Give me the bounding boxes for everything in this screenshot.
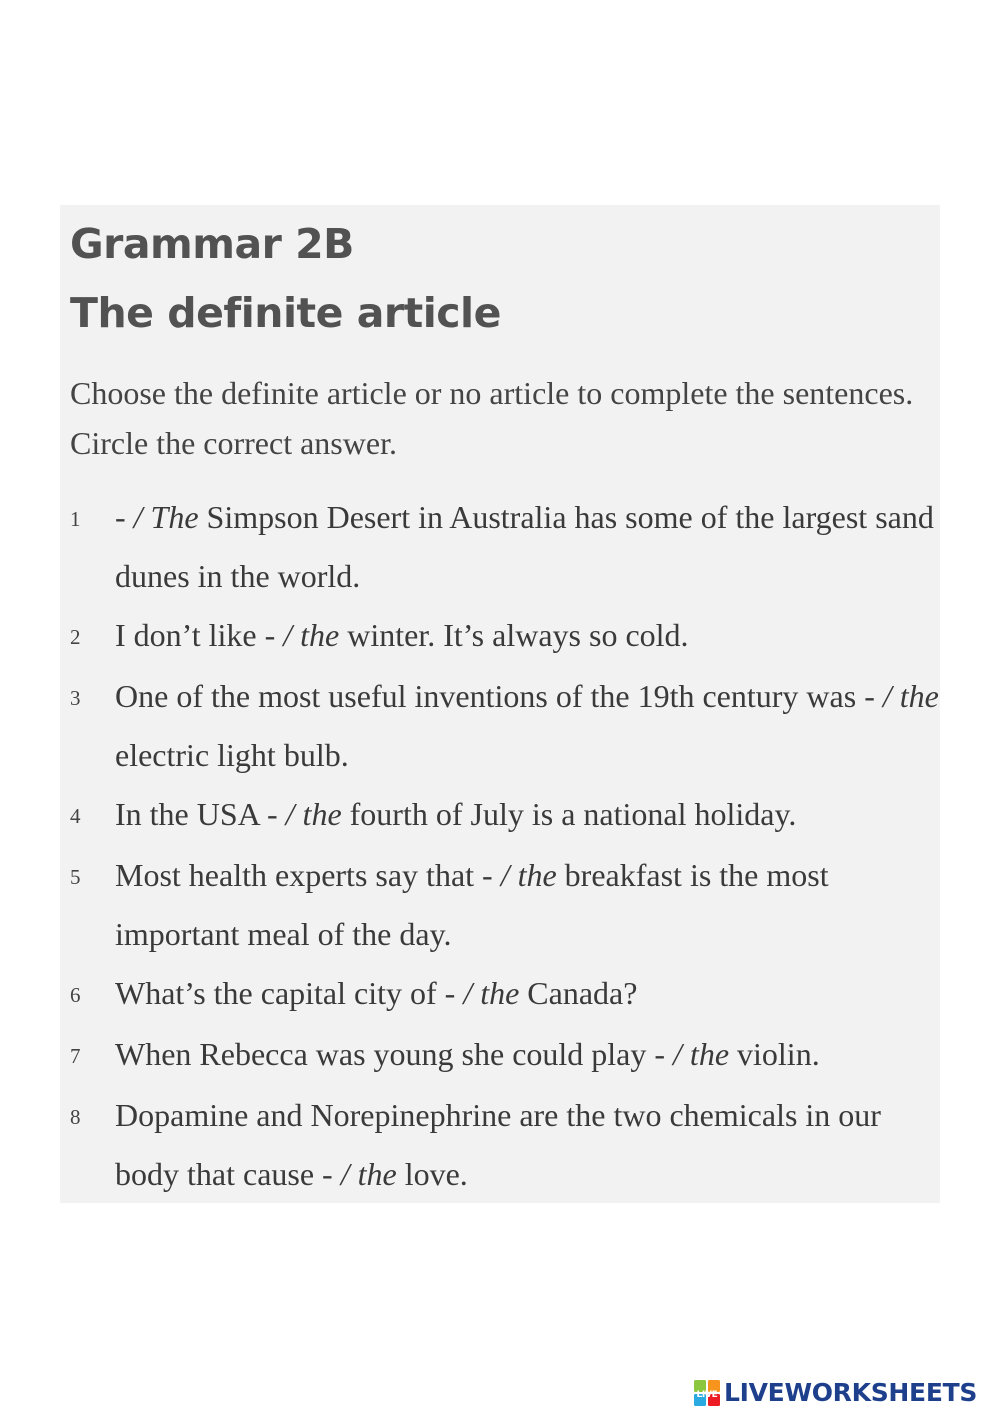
item-number: 1 — [70, 507, 81, 531]
item-text-after: love. — [396, 1156, 468, 1192]
item-text — [115, 1086, 940, 1204]
item-text-before: When Rebecca was young she could play — [115, 1036, 655, 1072]
logo-mark-text: LIVE — [696, 1389, 718, 1400]
item-text-before: I don’t like — [115, 617, 265, 653]
item-number: 3 — [70, 686, 81, 710]
item-text — [115, 846, 940, 964]
answer-options[interactable]: - / the — [444, 975, 520, 1011]
answer-options[interactable]: - / the — [267, 796, 342, 832]
answer-options[interactable]: - / the — [264, 617, 340, 653]
worksheet-subtitle: The definite article — [70, 289, 501, 337]
answer-options[interactable]: - / the — [864, 678, 939, 714]
item-text-before: One of the most useful inventions of the 19th century was — [115, 678, 865, 714]
answer-options[interactable]: - / the — [654, 1036, 730, 1072]
item-number: 2 — [70, 625, 81, 649]
item-text-after: winter. It’s always so cold. — [339, 617, 689, 653]
worksheet-title: Grammar 2B — [70, 220, 354, 268]
logo-text: LIVEWORKSHEETS — [724, 1378, 978, 1407]
exercise-item — [70, 785, 940, 846]
item-text-after: fourth of July is a national holiday. — [341, 796, 797, 832]
answer-options[interactable]: - / the — [322, 1156, 397, 1192]
item-text — [115, 964, 940, 1025]
exercise-list — [70, 488, 940, 1204]
instructions: Choose the definite article or no article to complete the sentences. Circle the correct answer. — [70, 375, 914, 461]
item-text-after: electric light bulb. — [115, 737, 349, 773]
item-text — [115, 488, 940, 606]
item-number: 5 — [70, 865, 81, 889]
answer-options[interactable]: - / The — [115, 499, 199, 535]
item-text — [115, 667, 940, 785]
item-text-after: Canada? — [519, 975, 638, 1011]
item-text-after: violin. — [729, 1036, 820, 1072]
exercise-item — [70, 846, 940, 964]
item-number: 8 — [70, 1105, 81, 1129]
item-text-after: breakfast is the most important meal of the day. — [115, 857, 829, 952]
item-text-before: Dopamine and Norepinephrine are the two chemicals in our body that cause — [115, 1097, 881, 1192]
exercise-item — [70, 964, 940, 1025]
answer-options[interactable]: - / the — [482, 857, 557, 893]
liveworksheets-logo[interactable] — [694, 1378, 977, 1407]
item-text-before: Most health experts say that — [115, 857, 483, 893]
liveworksheets-logo-icon — [694, 1380, 720, 1406]
exercise-item — [70, 1025, 940, 1086]
exercise-item — [70, 488, 940, 606]
item-number: 7 — [70, 1044, 81, 1068]
item-number: 4 — [70, 804, 81, 828]
item-text-before: In the USA — [115, 796, 267, 832]
exercise-item — [70, 606, 940, 667]
item-text — [115, 606, 940, 667]
item-number: 6 — [70, 983, 81, 1007]
item-text-before: What’s the capital city of — [115, 975, 445, 1011]
item-text — [115, 785, 940, 846]
exercise-item — [70, 1086, 940, 1204]
exercise-item — [70, 667, 940, 785]
item-text — [115, 1025, 940, 1086]
item-text-after: Simpson Desert in Australia has some of the largest sand dunes in the world. — [115, 499, 934, 594]
